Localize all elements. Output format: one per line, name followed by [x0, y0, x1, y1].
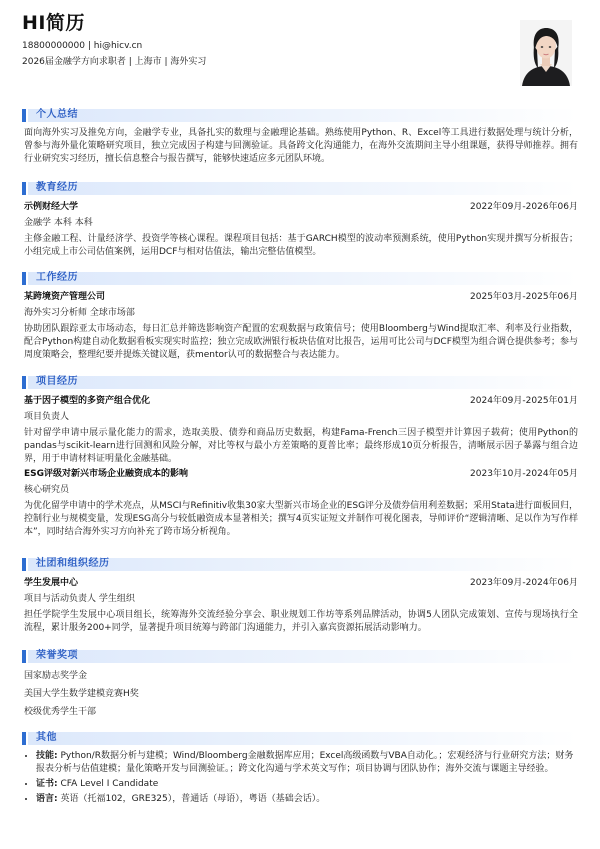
section-band — [28, 109, 578, 122]
section-header — [22, 374, 578, 391]
summary-section — [22, 107, 578, 166]
project-date: 2024年09月-2025年01月 — [470, 396, 578, 406]
work-section — [22, 270, 578, 362]
section-band — [28, 376, 578, 389]
club-name: 学生发展中心 — [24, 578, 79, 588]
other-list — [22, 750, 578, 806]
section-band — [28, 650, 578, 663]
project-desc: 针对留学申请中展示量化能力的需求，选取美股、债券和商品历史数据，构建Fama-French三因子模型并计算因子载荷；使用Python的pandas与scikit-learn进行回测和风险分解，对比等权与最小方差策略的夏普比率；最终形成10页分析报告，清晰展示因子暴露与组合边界，用于申请材料证明量化金融基础。 — [24, 428, 578, 465]
other-item — [36, 750, 578, 776]
project-desc: 为优化留学申请中的学术亮点，从MSCI与Refinitiv收集30家大型新兴市场企业的ESG评分及债券信用利差数据；采用Stata进行面板回归，控制行业与规模变量，发现ESG高分与较低融资成本显著相关；撰写4页实证短文并制作可视化图表，导师评价“逻辑清晰、足以作为写作样本”，同时结合海外实习方向补充了跨市场分析视角。 — [24, 501, 578, 538]
club-section — [22, 556, 578, 635]
club-date: 2023年09月-2024年06月 — [470, 578, 578, 588]
project-row — [22, 468, 578, 481]
section-title: 项目经历 — [36, 376, 78, 387]
section-band — [28, 558, 578, 571]
section-header — [22, 270, 578, 287]
other-label: 技能: — [36, 751, 58, 761]
other-text: CFA Level I Candidate — [57, 779, 159, 790]
award-item: 国家励志奖学金 — [24, 671, 88, 681]
section-header — [22, 556, 578, 573]
other-label: 证书: — [36, 779, 58, 790]
section-title: 荣誉奖项 — [36, 650, 78, 661]
section-header — [22, 180, 578, 197]
education-desc: 主修金融工程、计量经济学、投资学等核心课程。课程项目包括：基于GARCH模型的波动率预测系统，使用Python实现并撰写分析报告；小组完成上市公司估值案例，运用DCF与相对估值法，输出完整估值模型。 — [24, 234, 578, 258]
education-row — [22, 201, 578, 214]
section-title: 个人总结 — [36, 109, 78, 120]
section-accent-bar — [22, 376, 26, 389]
club-role: 项目与活动负责人 学生组织 — [24, 594, 135, 605]
other-section — [22, 730, 578, 808]
company-name: 某跨境资产管理公司 — [24, 292, 106, 302]
section-header — [22, 730, 578, 747]
education-date: 2022年09月-2026年06月 — [470, 202, 578, 212]
project-name: 基于因子模型的多资产组合优化 — [24, 396, 151, 406]
contact-info: 18800000000 | hi@hicv.cn — [22, 41, 143, 51]
other-text: Python/R数据分析与建模；Wind/Bloomberg金融数据库应用；Excel高级函数与VBA自动化。；宏观经济与行业研究方法；财务报表分析与估值建模；量化策略开发与回测验证。；跨文化沟通与学术英文写作；项目协调与团队协作；海外交流与课题主导经验。 — [36, 751, 574, 775]
award-item: 校级优秀学生干部 — [24, 707, 97, 718]
project-row — [22, 395, 578, 408]
work-desc: 协助团队跟踪亚太市场动态，每日汇总并筛选影响资产配置的宏观数据与政策信号；使用Bloomberg与Wind提取汇率、利率及行业指数，配合Python构建自动化数据看板实现实时监控；独立完成欧洲银行板块估值对比报告，运用可比公司与DCF模型为组合调仓提供参考；参与周度策略会，整理纪要并提炼关键议题，获mentor认可的数据整合与表达能力。 — [24, 324, 578, 361]
section-title: 社团和组织经历 — [36, 558, 110, 569]
section-accent-bar — [22, 109, 26, 122]
award-item: 美国大学生数学建模竞赛H奖 — [24, 689, 139, 700]
section-header — [22, 107, 578, 124]
project-role: 项目负责人 — [24, 412, 70, 423]
project-name: ESG评级对新兴市场企业融资成本的影响 — [24, 469, 189, 480]
section-accent-bar — [22, 732, 26, 745]
section-accent-bar — [22, 182, 26, 195]
section-band — [28, 272, 578, 285]
work-date: 2025年03月-2025年06月 — [470, 292, 578, 302]
school-name: 示例财经大学 — [24, 202, 79, 212]
section-accent-bar — [22, 650, 26, 663]
projects-section — [22, 374, 578, 539]
section-accent-bar — [22, 558, 26, 571]
section-title: 教育经历 — [36, 182, 78, 193]
resume-name: HI简历 — [22, 12, 85, 34]
other-text: 英语（托福102，GRE325），普通话（母语），粤语（基础会话）。 — [57, 794, 326, 805]
section-accent-bar — [22, 272, 26, 285]
section-title: 其他 — [36, 732, 57, 743]
section-title: 工作经历 — [36, 272, 78, 283]
project-role: 核心研究员 — [24, 485, 70, 496]
portrait-photo — [520, 20, 572, 86]
section-band — [28, 182, 578, 195]
work-row — [22, 291, 578, 304]
section-header — [22, 648, 578, 665]
job-intent: 2026届金融学方向求职者 | 上海市 | 海外实习 — [22, 57, 207, 67]
other-label: 语言: — [36, 794, 58, 805]
degree: 金融学 本科 本科 — [24, 218, 93, 229]
other-item — [36, 778, 578, 791]
club-desc: 担任学院学生发展中心项目组长，统筹海外交流经验分享会、职业规划工作坊等系列品牌活动，协调5人团队完成策划、宣传与现场执行全流程，累计服务200+同学，显著提升项目统筹与跨部门沟通能力，并引入嘉宾资源拓展活动影响力。 — [24, 610, 578, 634]
project-date: 2023年10月-2024年05月 — [470, 469, 578, 480]
work-role: 海外实习分析师 全球市场部 — [24, 308, 135, 319]
club-row — [22, 577, 578, 590]
summary-text: 面向海外实习及推免方向，金融学专业，具备扎实的数理与金融理论基础。熟练使用Python、R、Excel等工具进行数据处理与统计分析，曾参与海外量化策略研究项目，独立完成因子构建与回测验证。具备跨文化沟通能力，在海外交流期间主导小组课题，获得导师推荐。拥有行业研究实习经历，擅长信息整合与报告撰写，能够快速适应多元团队环境。 — [24, 128, 578, 165]
other-item — [36, 793, 578, 806]
awards-section — [22, 648, 578, 719]
section-band — [28, 732, 578, 745]
education-section — [22, 180, 578, 259]
portrait-photo-icon — [520, 20, 572, 86]
